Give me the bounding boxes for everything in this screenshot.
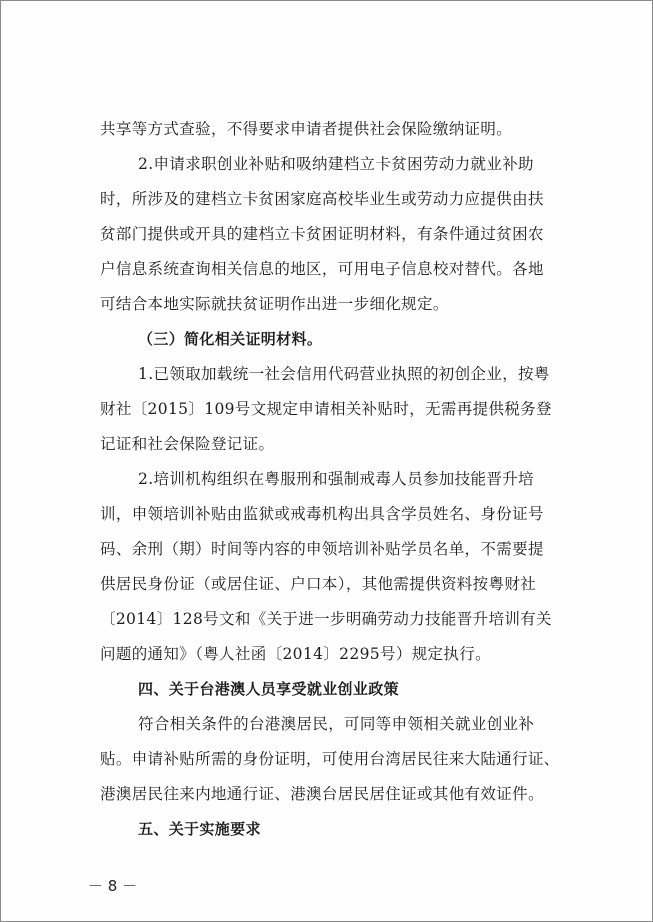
section-heading-simplify-materials: （三）简化相关证明材料。: [138, 330, 323, 348]
body-line: 财社〔2015〕109号文规定申请相关补贴时，无需再提供税务登: [100, 400, 552, 418]
body-line: 户信息系统查询相关信息的地区，可用电子信息校对替代。各地: [100, 260, 544, 278]
body-line: 贴。申请补贴所需的身份证明，可使用台湾居民往来大陆通行证、: [100, 750, 560, 768]
paragraph-2-start: 2.培训机构组织在粤服刑和强制戒毒人员参加技能晋升培: [138, 470, 534, 488]
paragraph-2-start: 2.申请求职创业补贴和吸纳建档立卡贫困劳动力就业补助: [138, 155, 534, 173]
body-line: 训，申领培训补贴由监狱或戒毒机构出具含学员姓名、身份证号: [100, 505, 544, 523]
page-number: － 8 －: [88, 877, 138, 895]
section-heading-implementation: 五、关于实施要求: [138, 820, 261, 838]
body-line: 贫部门提供或开具的建档立卡贫困证明材料，有条件通过贫困农: [100, 225, 544, 243]
document-body: [100, 112, 571, 847]
body-line: 问题的通知》（粤人社函〔2014〕2295号）规定执行。: [100, 645, 491, 663]
paragraph-1-start: 1.已领取加载统一社会信用代码营业执照的初创企业，按粤: [138, 365, 550, 383]
body-line: 〔2014〕128号文和《关于进一步明确劳动力技能晋升培训有关: [100, 610, 552, 628]
body-line: 码、余刑（期）时间等内容的申领培训补贴学员名单，不需要提: [100, 540, 544, 558]
body-line: 可结合本地实际就扶贫证明作出进一步细化规定。: [100, 295, 449, 313]
body-line: 时，所涉及的建档立卡贫困家庭高校毕业生或劳动力应提供由扶: [100, 190, 544, 208]
body-line: 港澳居民往来内地通行证、港澳台居民居住证或其他有效证件。: [100, 785, 544, 803]
body-line: 共享等方式查验，不得要求申请者提供社会保险缴纳证明。: [100, 120, 513, 138]
section-heading-hk-macao-taiwan: 四、关于台港澳人员享受就业创业政策: [138, 680, 399, 698]
body-line: 记证和社会保险登记证。: [100, 435, 275, 453]
paragraph-start: 符合相关条件的台港澳居民，可同等申领相关就业创业补: [138, 715, 535, 733]
body-line: 供居民身份证（或居住证、户口本），其他需提供资料按粤财社: [100, 575, 537, 593]
